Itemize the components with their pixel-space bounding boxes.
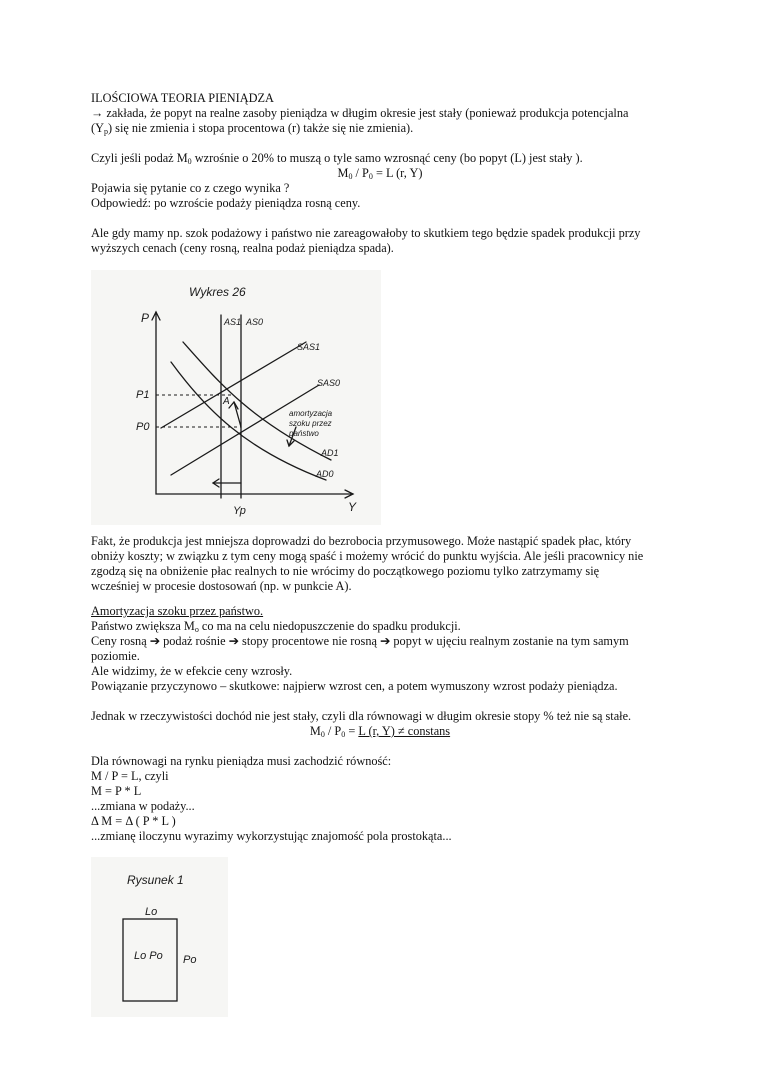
note-line: amortyzacja (289, 409, 333, 418)
paragraph-line: Ale gdy mamy np. szok podażowy i państwo nie zareagowałoby to skutkiem tego będzie spadek produkcji przy (91, 226, 641, 240)
as-ad-diagram (91, 270, 381, 525)
paragraph-line: ...zmianę iloczynu wyrazimy wykorzystując znajomość pola prostokąta... (91, 829, 452, 843)
equation: $M_0 / P_0 = L$ (r, Y) (337, 166, 423, 181)
paragraph-line: Państwo zwiększa $M_o$ co ma na celu niedopuszczenie do spadku produkcji. (91, 619, 461, 634)
label-as1: AS1 (224, 317, 242, 327)
shift-arrow (234, 402, 241, 427)
note-line: szoku przez (289, 419, 332, 428)
paragraph-line: Dla równowagi na rynku pieniądza musi zachodzić równość: (91, 754, 392, 768)
doc-title: ILOŚCIOWA TEORIA PIENIĄDZA (91, 91, 274, 105)
figure-title: Rysunek 1 (127, 873, 184, 887)
paragraph-line: → zakłada, że popyt na realne zasoby pieniądza w długim okresie jest stały (ponieważ produkcja potencjalna (91, 106, 629, 120)
paragraph-line: Odpowiedź: po wzroście podaży pieniądza rosną ceny. (91, 196, 361, 210)
label-top: Lo (145, 906, 158, 918)
label-right: Po (183, 954, 197, 966)
paragraph-line: wyższych cenach (ceny rosną, realna podaż pieniądza spada). (91, 241, 394, 255)
paragraph-line: Czyli jeśli podaż $M_0$ wzrośnie o 20% to muszą o tyle samo wzrosnąć ceny (bo popyt (L) jest stały ). (91, 151, 583, 166)
axis-label-p: P (141, 311, 150, 325)
equation: $M_0 / P_0 = L$ (r, Y) ≠ constans (309, 724, 451, 739)
label-point-a: A (223, 396, 230, 407)
paragraph-line: ...zmiana w podaży... (91, 799, 195, 813)
paragraph-line: poziomie. (91, 649, 140, 663)
label-p0: P0 (136, 421, 150, 433)
label-as0: AS0 (246, 317, 264, 327)
figure-rysunek-1 (91, 857, 228, 1017)
figure-title: Wykres 26 (189, 285, 246, 299)
axis-label-y: Y (348, 500, 357, 514)
label-yp: Yp (233, 505, 246, 517)
rectangle-diagram (91, 857, 228, 1017)
paragraph-line: Fakt, że produkcja jest mniejsza doprowadzi do bezrobocia przymusowego. Może nastąpić spadek płac, który (91, 534, 632, 548)
label-ad1: AD1 (321, 448, 339, 458)
paragraph-line: Pojawia się pytanie co z czego wynika ? (91, 181, 290, 195)
label-center: Lo Po (134, 950, 163, 962)
label-ad0: AD0 (316, 469, 334, 479)
paragraph-line: wcześniej w procesie dostosowań (np. w punkcie A). (91, 579, 352, 593)
sas1-line (161, 342, 306, 428)
paragraph-line: Ale widzimy, że w efekcie ceny wzrosły. (91, 664, 293, 678)
paragraph-line: obniży koszty; w związku z tym ceny mogą spaść i możemy wrócić do punktu wyjścia. Ale jeśli pracownicy nie (91, 549, 644, 563)
paragraph-line: M = P * L (91, 784, 142, 798)
paragraph-line: zgodzą się na obniżenie płac realnych to nie wrócimy do początkowego poziomu tylko zatrzymamy się (91, 564, 600, 578)
ad1-curve (183, 342, 331, 460)
paragraph-line: Δ M = Δ ( P * L ) (91, 814, 176, 828)
section-heading: Amortyzacja szoku przez państwo. (91, 604, 264, 618)
label-p1: P1 (136, 389, 150, 401)
paragraph-line: Jednak w rzeczywistości dochód nie jest stały, czyli dla równowagi w długim okresie stopy % też nie są stałe. (91, 709, 632, 723)
figure-wykres-26 (91, 270, 381, 525)
paragraph-line: M / P = L, czyli (91, 769, 169, 783)
paragraph-line: Powiązanie przyczynowo – skutkowe: najpierw wzrost cen, a potem wymuszony wzrost podaży pieniądza. (91, 679, 618, 693)
label-sas0: SAS0 (317, 378, 341, 388)
note-line: państwo (289, 429, 319, 438)
paragraph-line: Ceny rosną ➔ podaż rośnie ➔ stopy procentowe nie rosną ➔ popyt w ujęciu realnym zostanie na tym samym (91, 634, 629, 648)
label-sas1: SAS1 (297, 342, 321, 352)
paragraph-line: $(Y_p)$ się nie zmienia i stopa procentowa (r) także się nie zmienia). (91, 121, 414, 136)
